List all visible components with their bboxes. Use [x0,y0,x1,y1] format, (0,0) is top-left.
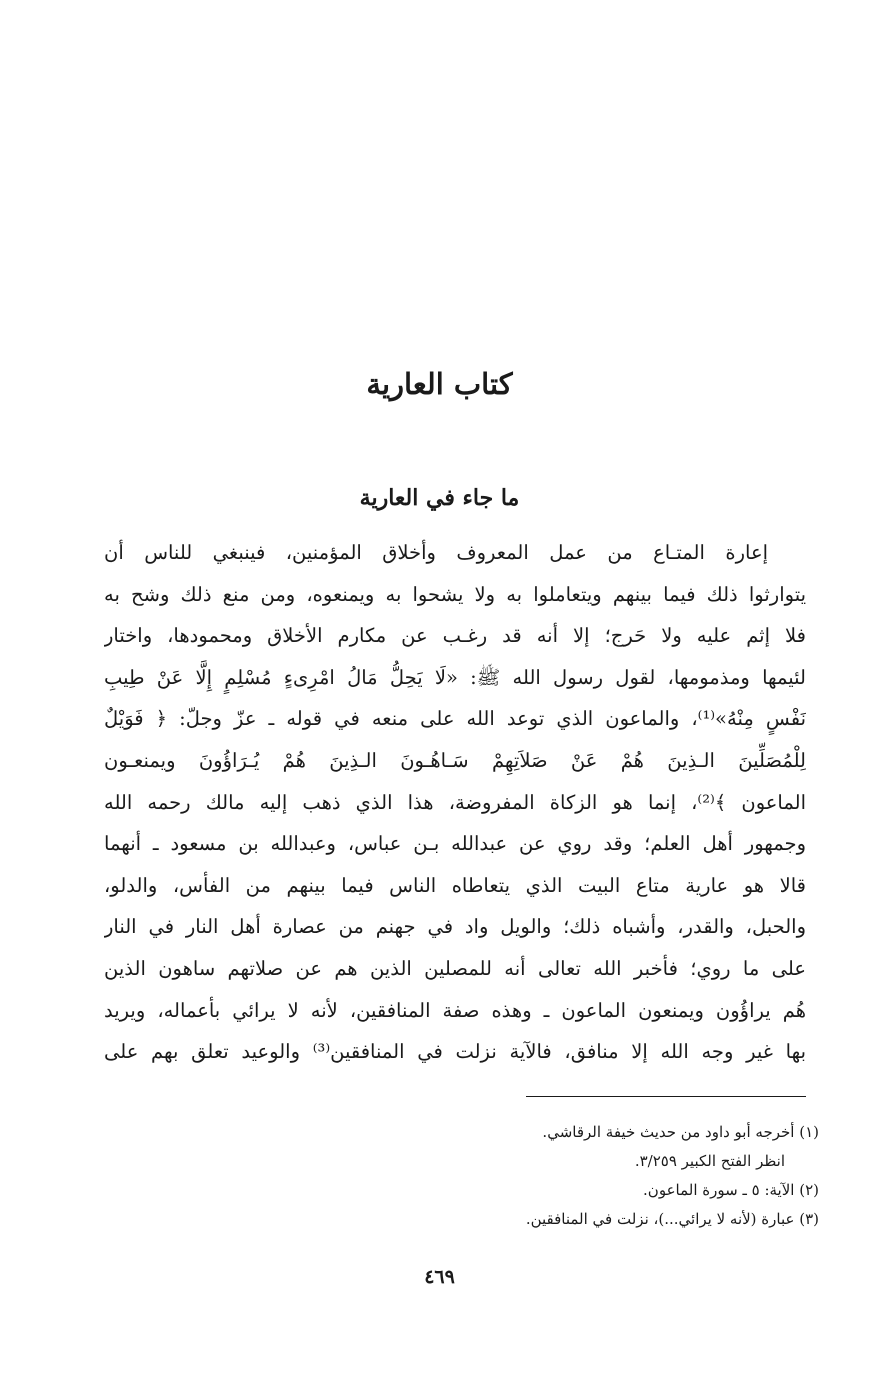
body-line: فلا إثم عليه ولا حَرج؛ إلا أنه قد رغـب عن مكارم الأخلاق ومحمودها، واختار [104,624,806,648]
footnote-1-continuation: انظر الفتح الكبير ٣/٢٥٩. [634,1152,785,1170]
body-line: يتوارثوا ذلك فيما بينهم ويتعاملوا به ولا يشحوا به ويمنعوه، ومن منع ذلك وشح به [104,582,806,606]
book-title: كتاب العارية [366,367,513,401]
body-line: قالا هو عارية متاع البيت الذي يتعاطاه الناس فيما بينهم من الفأس، والدلو، [104,873,806,897]
body-line: لئيمها ومذمومها، لقول رسول الله ﷺ: «لَا يَحِلُّ مَالُ امْرِىءٍ مُسْلِمٍ إِلَّا عَنْ طِيبِ [104,665,806,689]
footnotes-list [299,1118,819,1234]
body-line: لِلْمُصَلِّينَ الـذِينَ هُمْ عَنْ صَلاَتِهِمْ سَـاهُـونَ الـذِينَ هُمْ يُـرَاؤُونَ ويمنعـون [104,748,806,772]
body-line: وجمهور أهل العلم؛ وقد روي عن عبدالله بـن عباس، وعبدالله بن مسعود ـ أنهما [104,832,806,856]
page-number: ٤٦٩ [424,1266,455,1288]
footnote-1: (١) أخرجه أبو داود من حديث خيفة الرقاشي. [542,1123,819,1141]
footnote-3: (٣) عبارة (لأنه لا يرائي...)، نزلت في المنافقين. [525,1210,819,1228]
body-line: هُم يراؤُون ويمنعون الماعون ـ وهذه صفة المنافقين، لأنه لا يرائي بأعماله، ويريد [104,998,806,1022]
body-line: بها غير وجه الله إلا منافق، فالآية نزلت في المنافقين⁽³⁾ والوعيد تعلق بهم على [104,1040,806,1064]
footnote-divider [526,1096,806,1097]
section-heading: ما جاء في العارية [359,485,520,511]
body-line: نَفْسٍ مِنْهُ»⁽¹⁾، والماعون الذي توعد الله على منعه في قوله ـ عزّ وجلّ: ﴿ فَوَيْلٌ [104,707,806,731]
body-line: والحبل، والقدر، وأشباه ذلك؛ والويل واد في جهنم من عصارة أهل النار في النار [104,915,806,939]
body-paragraph [104,532,806,1073]
body-line: الماعون ﴾⁽²⁾، إنما هو الزكاة المفروضة، هذا الذي ذهب إليه مالك رحمه الله [104,790,806,814]
footnote-2: (٢) الآية: ٥ ـ سورة الماعون. [643,1181,819,1199]
body-line: إعارة المتـاع من عمل المعروف وأخلاق المؤمنين، فينبغي للناس أن [104,541,768,564]
body-line: على ما روي؛ فأخبر الله تعالى أنه للمصلين الذين هم عن صلاتهم ساهون الذين [104,956,806,980]
